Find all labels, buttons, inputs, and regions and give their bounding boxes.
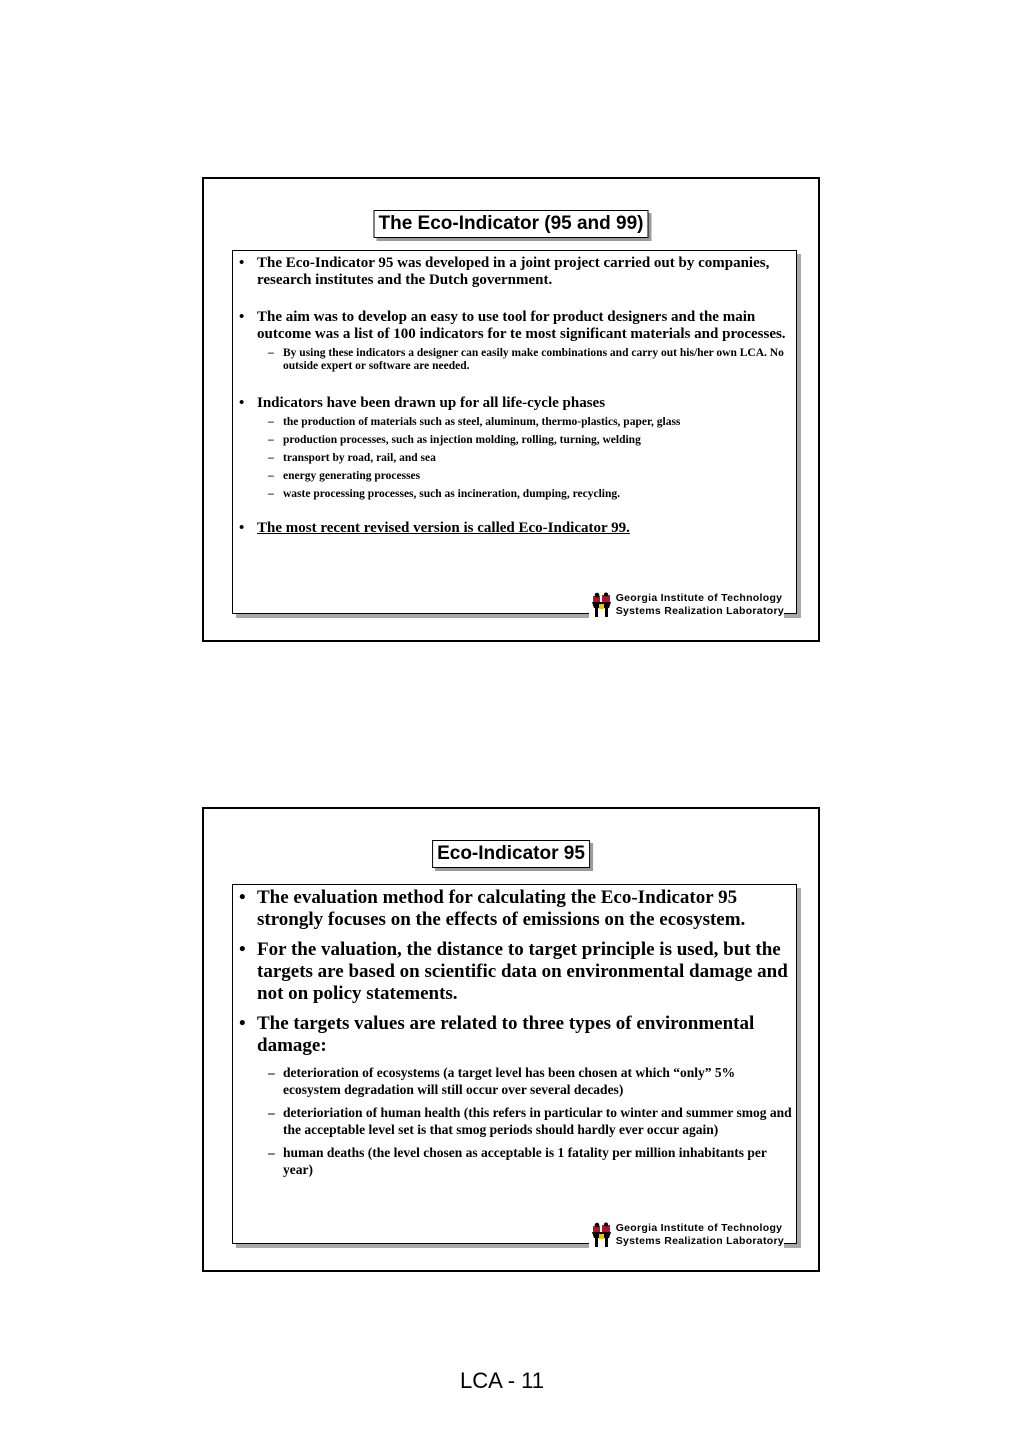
footer-line2: Systems Realization Laboratory: [615, 605, 784, 617]
georgia-tech-logo-icon: [591, 1222, 613, 1248]
bullet-text: Indicators have been drawn up for all life-cycle phases: [257, 395, 606, 411]
sub-bullet-item: – deterioriation of human health (this refers in particular to winter and summer smog and the acceptable level set is that smog periods should hardly ever occur again): [257, 1104, 796, 1138]
sub-bullet-item: – production processes, such as injection molding, rolling, turning, welding: [257, 434, 796, 447]
bullet-item: [233, 887, 796, 931]
slide-footer: [589, 1222, 784, 1248]
bullet-text: The aim was to develop an easy to use tool for product designers and the main outcome was a list of 100 indicators for te most significant materials and processes.: [257, 309, 786, 342]
bullet-list: [233, 885, 796, 1178]
sub-bullet-list: [257, 416, 796, 501]
slide-content: [232, 250, 797, 617]
bullet-item: [233, 520, 796, 537]
sub-bullet-item: – human deaths (the level chosen as acceptable is 1 fatality per million inhabitants per year): [257, 1144, 796, 1178]
bullet-text: The most recent revised version is called Eco-Indicator 99.: [257, 520, 630, 536]
bullet-text: For the valuation, the distance to target principle is used, but the targets are based on scientific data on environmental damage and not on policy statements.: [257, 939, 788, 1004]
footer-institution: [616, 1222, 784, 1248]
bullet-item: [233, 1013, 796, 1178]
slide-footer: [589, 592, 784, 618]
sub-bullet-list: [257, 347, 796, 373]
sub-bullet-item: – transport by road, rail, and sea: [257, 452, 796, 465]
footer-institution: [616, 592, 784, 618]
sub-bullet-item: – deterioration of ecosystems (a target level has been chosen at which “only” 5% ecosystem degradation will still occur over several decades): [257, 1064, 796, 1098]
bullet-list: [233, 251, 796, 537]
bullet-item: [233, 309, 796, 373]
page-number: LCA - 11: [460, 1368, 544, 1393]
sub-bullet-item: – waste processing processes, such as incineration, dumping, recycling.: [257, 488, 796, 501]
bullet-item: [233, 395, 796, 501]
bullet-text: The targets values are related to three types of environmental damage:: [257, 1013, 755, 1056]
georgia-tech-logo-icon: [591, 592, 613, 618]
slide-title: Eco-Indicator 95: [432, 840, 590, 868]
footer-line2: Systems Realization Laboratory: [615, 1235, 784, 1247]
sub-bullet-item: – By using these indicators a designer can easily make combinations and carry out his/her own LCA. No outside expert or software are needed.: [257, 347, 796, 373]
bullet-item: [233, 255, 796, 289]
sub-bullet-list: [257, 1064, 796, 1178]
slide-eco-indicator-95: [202, 807, 820, 1272]
slide-title: The Eco-Indicator (95 and 99): [374, 210, 649, 238]
bullet-item: [233, 939, 796, 1005]
slide-eco-indicator-95-and-99: [202, 177, 820, 642]
slide-content: [232, 884, 797, 1247]
footer-line1: Georgia Institute of Technology: [615, 1222, 783, 1234]
sub-bullet-item: – energy generating processes: [257, 470, 796, 483]
bullet-text: The evaluation method for calculating the Eco-Indicator 95 strongly focuses on the effects of emissions on the ecosystem.: [257, 887, 746, 930]
footer-line1: Georgia Institute of Technology: [615, 592, 783, 604]
sub-bullet-item: – the production of materials such as steel, aluminum, thermo-plastics, paper, glass: [257, 416, 796, 429]
bullet-text: The Eco-Indicator 95 was developed in a joint project carried out by companies, research institutes and the Dutch government.: [257, 255, 770, 288]
